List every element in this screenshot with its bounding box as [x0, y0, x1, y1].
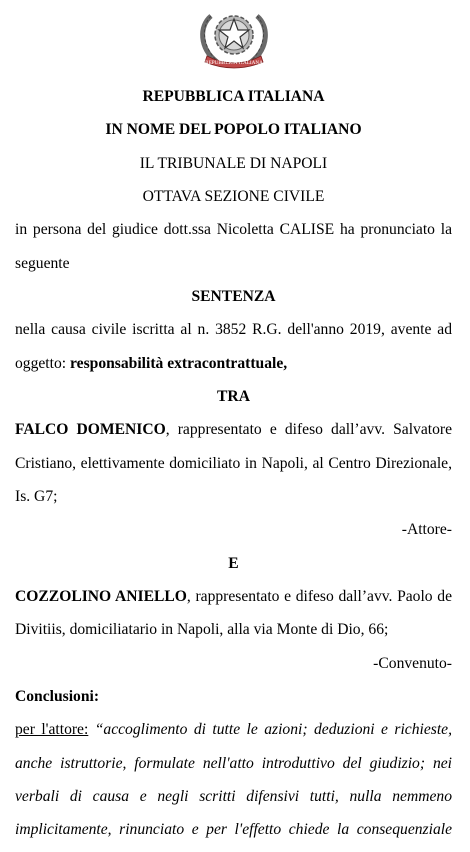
italian-republic-emblem-icon: [193, 4, 275, 70]
court-heading: IL TRIBUNALE DI NAPOLI: [139, 155, 328, 172]
causa-line-1: nella causa civile iscritta al n. 3852 R.G. dell'anno 2019, avente ad: [15, 321, 452, 338]
conclusioni-line-1: [15, 719, 452, 741]
attore-line-2: Cristiano, elettivamente domiciliato in Napoli, al Centro Direzionale,: [15, 455, 452, 472]
convenuto-line-1: [15, 586, 452, 608]
convenuto-line-2: Divitiis, domiciliatario in Napoli, alla via Monte di Dio, 66;: [15, 621, 389, 638]
convenuto-role: -Convenuto-: [373, 655, 452, 672]
causa-oggetto-value: responsabilità extracontrattuale,: [70, 355, 288, 372]
section-heading: OTTAVA SEZIONE CIVILE: [142, 188, 325, 205]
attore-line-1-rest: , rappresentato e difeso dall’avv. Salvatore: [165, 421, 452, 438]
per-attore-label: per l'attore:: [15, 721, 89, 738]
attore-line-1: [15, 419, 452, 441]
conclusioni-line-4: implicitamente, rinunciato e per l'effetto chiede la consequenziale: [15, 821, 452, 838]
conclusioni-line-3: verbali di causa e negli scritti difensivi tutti, nulla nemmeno: [15, 788, 452, 805]
attore-name: FALCO DOMENICO: [15, 421, 166, 438]
causa-line-2: [15, 353, 452, 375]
convenuto-name: COZZOLINO ANIELLO: [15, 588, 187, 605]
causa-oggetto-label: oggetto:: [15, 355, 71, 372]
tra-heading: TRA: [217, 388, 250, 405]
attore-role: -Attore-: [401, 521, 452, 538]
intro-line-2: seguente: [15, 255, 70, 272]
conclusioni-line-1-rest: “accoglimento di tutte le azioni; deduzioni e richieste,: [88, 721, 452, 738]
attore-line-3: Is. G7;: [15, 488, 58, 505]
sentenza-title: SENTENZA: [191, 288, 276, 305]
in-name-heading: IN NOME DEL POPOLO ITALIANO: [105, 121, 362, 138]
conclusioni-line-2: anche istruttorie, formulate nell'atto introduttivo del giudizio; nei: [15, 755, 452, 772]
republic-heading: REPUBBLICA ITALIANA: [142, 88, 325, 105]
e-heading: E: [228, 555, 239, 572]
emblem-ribbon-text: REPUBBLICA ITALIANA: [205, 60, 263, 66]
intro-line-1: in persona del giudice dott.ssa Nicoletta CALISE ha pronunciato la: [15, 221, 452, 238]
convenuto-line-1-rest: , rappresentato e difeso dall’avv. Paolo de: [186, 588, 452, 605]
conclusioni-title: Conclusioni:: [15, 688, 100, 705]
